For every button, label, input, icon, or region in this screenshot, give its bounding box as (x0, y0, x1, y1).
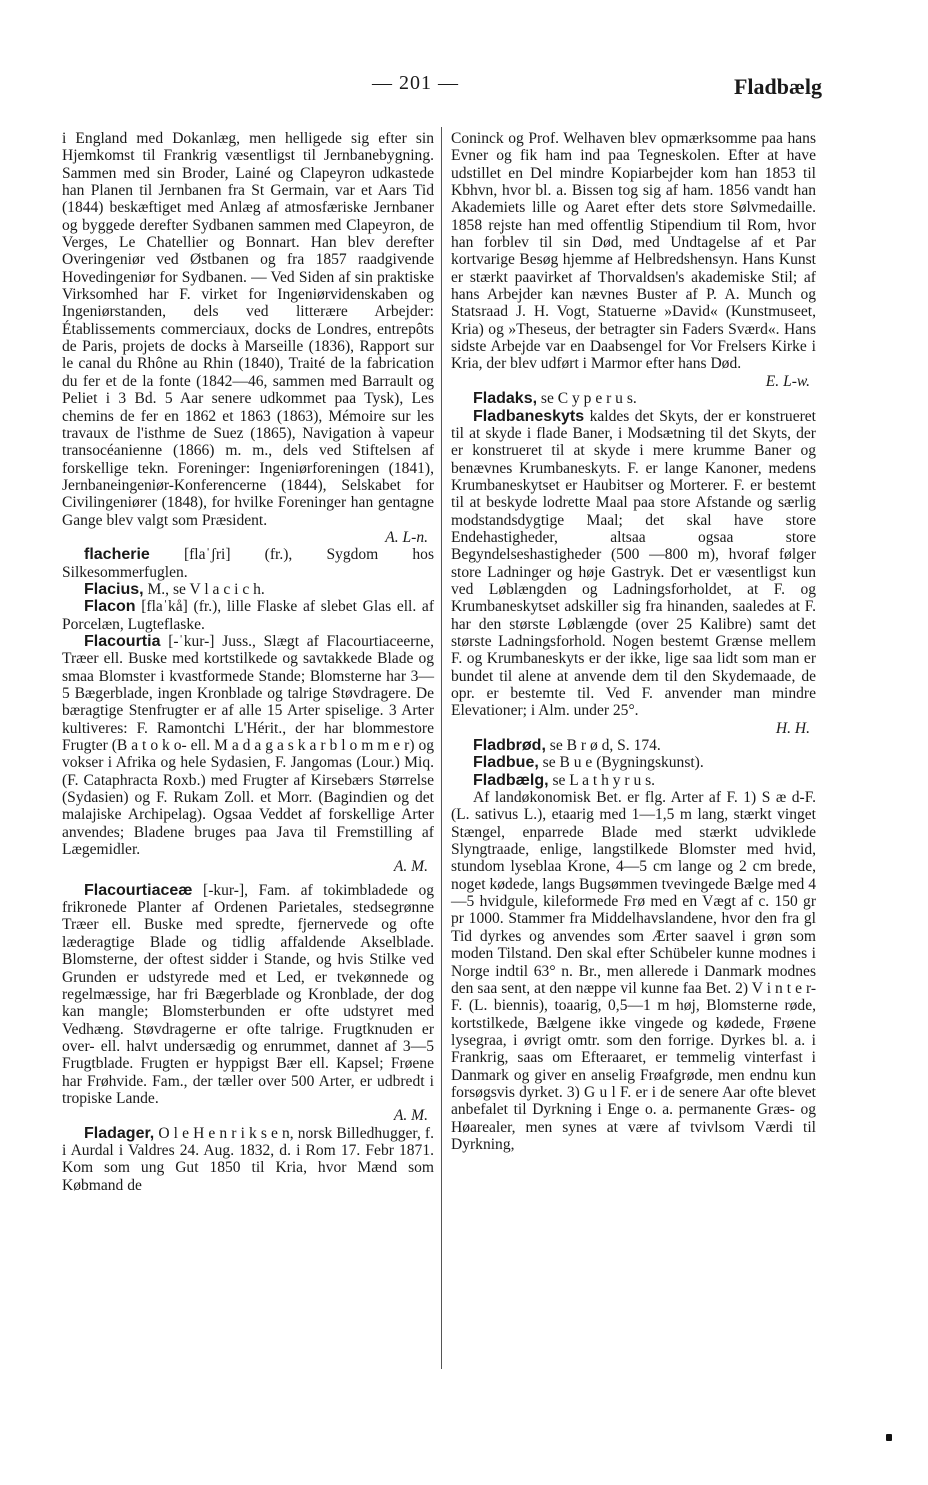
entry-text: [flaˈʃri] (fr.), Sygdom hos Silkesommerfuglen. (62, 546, 434, 581)
entry-text: kaldes det Skyts, der er konstrueret til at skyde i flade Baner, i Modsætning til det Skyts, der er konstrueret til at skyde i mere krumme Baner og benævnes Krumbaneskyts. F. er lange Kanoner, medens Krumbaneskytset er Haubitser og Morterer. F. er bestemt til at beskyde lodrette Maal paa store Afstande og særlig modstandsdygtige Maal; det skal have store Endehastigheder, altsaa ogsaa store Begyndelseshastigheder (500 —800 m), hvoraf følger store Ladninger og høje Gastryk. Det er væsentligst kun ved Løblængden og Ladningsforholdet, at F. og Krumbaneskytset adskiller sig fra hinanden, saaledes at F. har den største Løblængde (over 25 Kalibre) samt det største Ladningsforhold. Nogen bestemt Grænse mellem F. og Krumbaneskyts er der ikke, lige saa lidt som man er bundet til alene at anvende dem til den Skydemaade, de opr. er bestemte til. Ved F. anvender man mindre Elevationer; i Alm. under 25°. (451, 407, 816, 720)
entry-text: se L a t h y r u s. (552, 771, 656, 789)
entry-fladaks (451, 390, 816, 407)
entry-fladbaelg-body (451, 789, 816, 1153)
headword: Flacourtia (84, 632, 161, 650)
left-column (62, 130, 434, 1194)
entry-text: se B u e (Bygningskunst). (542, 754, 704, 772)
entry-flacius (62, 581, 434, 598)
entry-text: [-kur-], Fam. af tokimbladede og frikronede Planter af Ordenen Parietales, stedsegrønne Træer ell. Buske med spredte, fjernervede og ofte læderagtige Blade og tidlig affaldende Akselblade. Blomsterne, der oftest sidder i Stande, og hvis Stilke ved Grunden er udstyrede med et Led, er tvekønnede og regelmæssige, har fri Bægerblade og Kronblade, der dog kan mangle; Blomsterbunden er ofte udstyret med Vedhæng. Støvdragerne er ofte talrige. Frugtknuden er over- ell. halvt undersædig og enrummet, dannet af 3—5 Frugtblade. Frugten er hyppigst Bær ell. Kapsel; Frøene har Frøhvide. Fam., der tæller over 500 Arter, er udbredt i tropiske Lande. (62, 881, 434, 1107)
running-head: Fladbælg (733, 74, 822, 99)
entry-fladbrod (451, 737, 816, 754)
author-signature: A. L-n. (385, 528, 428, 546)
author-signature: A. M. (393, 858, 428, 876)
headword: Flacon (84, 598, 136, 616)
entry-flacon (62, 598, 434, 633)
entry-fladbaelg (451, 772, 816, 789)
entry-flacherie (62, 546, 434, 581)
headword: Flacourtiaceæ (84, 881, 193, 899)
entry-text: M., se V l a c i c h. (147, 580, 265, 598)
entry-text: i England med Dokanlæg, men helligede sig efter sin Hjemkomst til Frankrig væsentligst til Jernbanebygning. Sammen med sin Broder, Lainé og Clapeyron udkastede han Planen til Jernbanen fra St Germain, var et Aars Tid (1844) beskæftiget med Anlæg af atmosfæriske Jernbaner og byggede derefter Sydbanen sammen med Clapeyron, de Verges, Le Chatellier og Bonnart. Han blev derefter Overingeniør ved Østbanen og fra 1857 raadgivende Hovedingeniør for Sydbanen. — Ved Siden af sin praktiske Virksomhed har F. virket for Ingeniørvidenskaben og Ingeniørstanden, dels ved litterære Arbejder: Établissements commerciaux, docks de Londres, entrepôts de Paris, projets de docks à Marseille (1836), Rapport sur le canal du Rhône au Rhin (1840), Traité de la fabrication du fer et de la fonte (1842—46, sammen med Barrault og Peliet i 3 Bd. 5 Aar senere udkommet paa Tysk), Les chemins de fer en 1862 et 1863 (1863), Mémoire sur les travaux de l'isthme de Suez (1865), Navigation à vapeur transocéanienne (1866) m. m., dels ved Stiftelsen af forskellige tekn. Foreninger: Ingeniørforeningen (1841), Jernbaneingeniør-Konferencerne (1844), Selskabet for Civilingeniører (1848), for hvilke Foreninger han gentagne Gange blev valgt som Præsident. (62, 130, 434, 529)
entry-fladbaneskyts (451, 408, 816, 738)
headword: Fladaks, (473, 390, 538, 408)
entry-text: [-ˈkur-] Juss., Slægt af Flacourtiaceerne, Træer ell. Buske med kortstilkede og savtakkede Blade og smaa Blomster i kvastformede Stande; Blomsterne har 3—5 Bægerblade, ingen Kronblade og talrige Støvdragere. De bæragtige Stenfrugter er af alle 15 Arter spiselige. 3 Arter kultiveres: F. Ramontchi L'Hérit., der har blommestore Frugter (B a t o k o- ell. M a d a g a s k a r b l o m m e r) og vokser i Afrika og hele Sydasien, F. Jangomas (Lour.) Miq. (F. Cataphracta Roxb.) med Frugter af Kirsebærs Størrelse (Sydasien) og F. Rukam Zoll. et Morr. (Bagindien og det malajiske Archipelag). Ogsaa Veddet af forskellige Arter anvendes; Bladene bruges paa Java til Fremstilling af Lægemidler. (62, 632, 434, 859)
entry-continuation (62, 130, 434, 546)
entry-continuation (451, 130, 816, 390)
entry-text: Coninck og Prof. Welhaven blev opmærksomme paa hans Evner og fik ham ind paa Tegneskolen. Efter at have udstillet en Del mindre Kopiarbejder kom han 1853 til Kbhvn, hvor bl. a. Bissen tog sig af ham. 1856 vandt han Akademiets lille og Aaret efter dets store Sølvmedaille. 1858 rejste han med offentlig Stipendium til Rom, hvor han forblev til sin Død, med Undtagelse af et Par kortvarige Besøg hjemme af Helbredshensyn. Hans Kunst er stærkt paavirket af Thorvaldsen's akademiske Stil; af hans Arbejder kan nævnes Buster af P. A. Munch og Statsraad J. H. Vogt, Statuerne »David« (Kunstmuseet, Kria) og »Theseus, der betragter sin Faders Sværd«. Hans sidste Arbejde var en Daabsengel for Vor Frelsers Kirke i Kria, der blev udført i Marmor efter hans Død. (451, 130, 816, 373)
author-signature: A. M. (393, 1107, 428, 1125)
headword: Flacius, (84, 580, 144, 598)
entry-flacourtia (62, 633, 434, 876)
edge-mark (886, 1434, 892, 1441)
headword: Fladbælg, (473, 771, 549, 789)
entry-text: [flaˈkå] (fr.), lille Flaske af slebet Glas ell. af Porcelæn, Lugteflaske. (62, 598, 435, 633)
entry-text: O l e H e n r i k s e n, norsk Billedhugger, f. i Aurdal i Valdres 24. Aug. 1832, d. i Rom 17. Febr 1871. Kom som ung Gut 1850 til Kria, hvor Mænd som Købmand de (62, 1124, 434, 1194)
headword: Fladager, (84, 1124, 155, 1142)
entry-text: se B r ø d, S. 174. (549, 737, 661, 755)
author-signature: E. L-w. (765, 372, 810, 390)
entry-flacourtiaceae (62, 882, 434, 1125)
entry-fladager (62, 1125, 434, 1194)
column-rule (441, 127, 442, 1369)
entry-text: se C y p e r u s. (540, 390, 637, 408)
page-number: — 201 — (372, 72, 459, 94)
headword: flacherie (84, 546, 150, 564)
headword: Fladbaneskyts (473, 407, 585, 425)
headword: Fladbue, (473, 754, 539, 772)
entry-fladbue (451, 754, 816, 771)
headword: Fladbrød, (473, 737, 546, 755)
author-signature: H. H. (775, 719, 810, 737)
right-column (451, 130, 816, 1153)
entry-text: Af landøkonomisk Bet. er flg. Arter af F. 1) S æ d-F. (L. sativus L.), etaarig med 1—1,5 m lang, stærkt vinget Stængel, enparrede Blade med stærkt udviklede Slyngtraade, enlige, langstilkede Blomster med hvid, stundom lyseblaa Krone, 4—5 cm lange og 2 cm brede, noget kødede, langs Bugsømmen tvevingede Bælge med 4—5 hvidgule, kileformede Frø med en Vægt af c. 150 gr pr 1000. Stammer fra Middelhavslandene, hvor den fra gl Tid dyrkes og anvendes som Ærter saavel i grøn som moden Tilstand. Den skal efter Schübeler kunne modnes i Norge indtil 63° n. Br., men allerede i Danmark modnes den saa sent, at den næppe vil kunne faa Bet. 2) V i n t e r-F. (L. biennis), toaarig, 0,5—1 m høj, Blomsterne røde, kortstilkede, Bælgene ikke vingede og kødede, Frøene lysegraa, i øvrigt omtr. som den forrige. Dyrkes bl. a. i Frankrig, saas om Efteraaret, er temmelig vinterfast i Danmark og giver en anselig Frøafgrøde, men endnu kun forsøgsvis dyrket. 3) G u l F. er i de senere Aar ofte blevet anbefalet til Dyrkning i Enge o. a. permanente Græs- og Høarealer, men synes at være af tvivlsom Værdi til Dyrkning, (451, 789, 816, 1153)
